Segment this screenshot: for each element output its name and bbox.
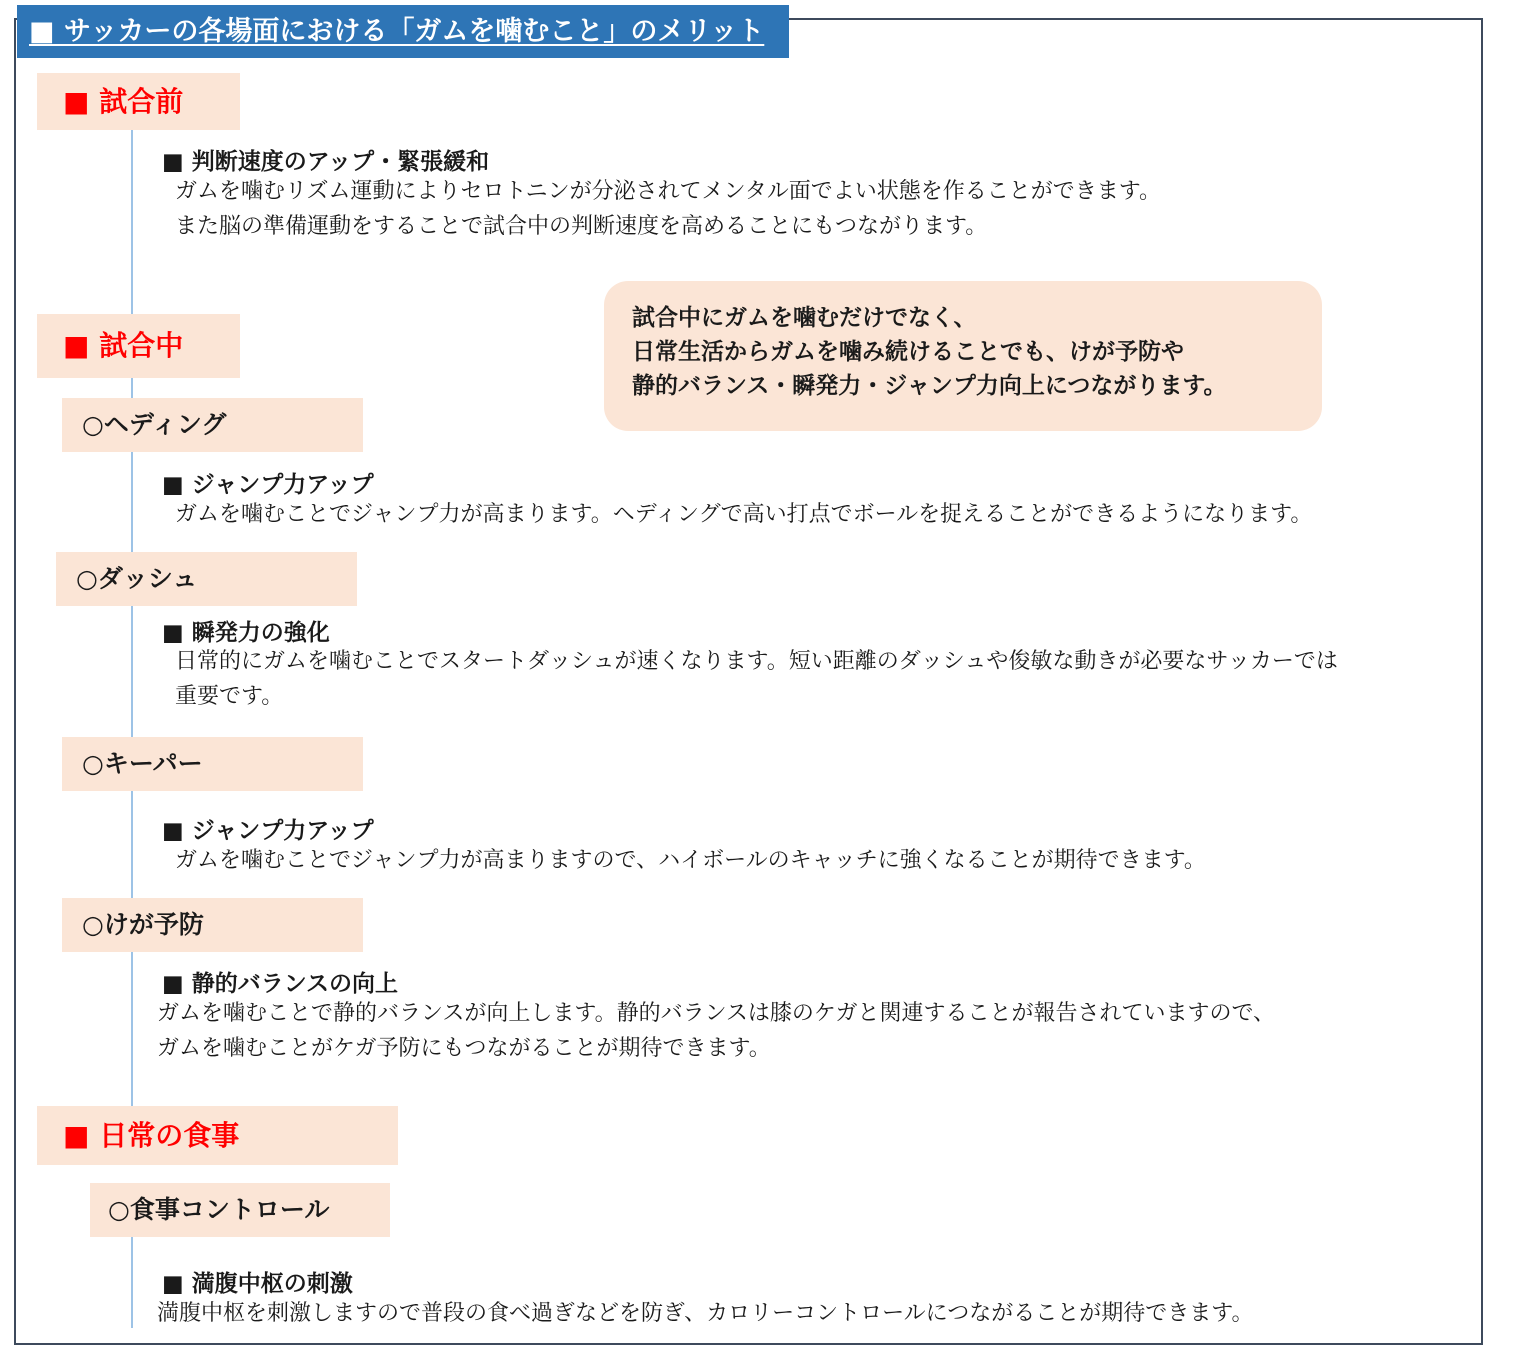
heading-static-balance: ■ 静的バランスの向上 [162,971,399,997]
text-injury-line-1: ガムを噛むことで静的バランスが向上します。静的バランスは膝のケガと関連することが報告されていますので、 [157,1001,1276,1026]
sub-label-injury: ○けが予防 [62,898,363,952]
page-title-text: ■ サッカーの各場面における「ガムを噛むこと」のメリット [29,16,765,47]
page-title [17,5,789,58]
heading-jump-power: ■ ジャンプ力アップ [162,472,374,498]
heading-burst-power: ■ 瞬発力の強化 [162,620,330,646]
text-pre-line-2: また脳の準備運動をすることで試合中の判断速度を高めることにもつながります。 [175,214,988,239]
text-dash-line-2: 重要です。 [175,684,284,709]
timeline-line-pre [131,128,133,318]
callout-line: 試合中にガムを噛むだけでなく、 [632,305,977,331]
callout-line: 日常生活からガムを噛み続けることでも、けが予防や [632,339,1184,365]
text-keeper-line: ガムを噛むことでジャンプ力が高まりますので、ハイボールのキャッチに強くなることが期待できます。 [175,848,1206,873]
text-heading-line: ガムを噛むことでジャンプ力が高まります。ヘディングで高い打点でボールを捉えることができるようになります。 [175,502,1313,527]
sub-label-keeper: ○キーパー [62,737,363,791]
heading-judgment-speed: ■ 判断速度のアップ・緊張緩和 [162,149,490,175]
heading-satiety-center: ■ 満腹中枢の刺激 [162,1271,353,1297]
callout-line: 静的バランス・瞬発力・ジャンプ力向上につながります。 [632,373,1227,399]
sub-label-heading: ○ヘディング [62,398,363,452]
text-dash-line-1: 日常的にガムを噛むことでスタートダッシュが速くなります。短い距離のダッシュや俊敏な動きが必要なサッカーでは [175,649,1338,674]
text-daily-line: 満腹中枢を刺激しますので普段の食べ過ぎなどを防ぎ、カロリーコントロールにつながることが期待できます。 [157,1301,1254,1326]
section-label-during: ■ 試合中 [37,314,240,378]
section-label-daily: ■ 日常の食事 [37,1106,398,1165]
heading-keeper-jump: ■ ジャンプ力アップ [162,818,374,844]
text-injury-line-2: ガムを噛むことがケガ予防にもつながることが期待できます。 [157,1036,771,1061]
timeline-line-daily [131,1236,133,1328]
text-pre-line-1: ガムを噛むリズム運動によりセロトニンが分泌されてメンタル面でよい状態を作ることができます。 [175,179,1162,204]
sub-label-diet-control: ○食事コントロール [90,1183,390,1237]
section-label-pre: ■ 試合前 [37,73,240,130]
sub-label-dash: ○ダッシュ [56,552,357,606]
callout-box [604,281,1322,431]
